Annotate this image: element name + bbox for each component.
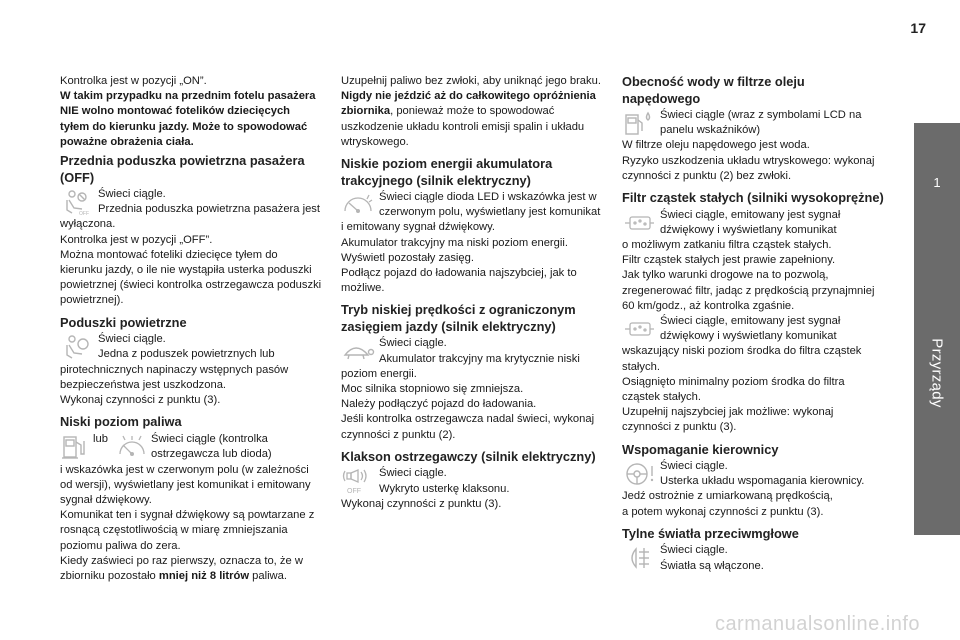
text-span: Kiedy zaświeci po raz pierwszy, oznacza to, że w zbiorniku pozostało — [60, 554, 303, 583]
heading-airbag-off: Przednia poduszka powietrzna pasażera (OFF) — [60, 153, 305, 185]
paragraph: Jeśli kontrolka ostrzegawcza nadal świeci, wykonaj czynności z punktu (2). — [341, 413, 595, 441]
paragraph: Świeci ciągle, emitowany jest sygnał dźwiękowy i wyświetlany komunikat — [660, 314, 841, 343]
chapter-label: Przyrządy — [928, 338, 946, 408]
heading-horn: Klakson ostrzegawczy (silnik elektryczny) — [341, 448, 596, 464]
paragraph: Świeci ciągle. — [379, 467, 447, 480]
paragraph: Jak tylko warunki drogowe na to pozwolą, zregenerować filtr, jadąc z prędkością przynajmniej 60 km/godz., aż kontrolka zgaśnie. — [622, 269, 875, 312]
heading-particle-filter: Filtr cząstek stałych (silniki wysokoprężne) — [622, 190, 884, 206]
paragraph: Podłącz pojazd do ładowania najszybciej, jak to możliwe. — [341, 267, 577, 295]
fuel-pump-icon — [60, 432, 88, 462]
heading-limited-speed: Tryb niskiej prędkości z ograniczonym zasięgiem jazdy (silnik elektryczny) — [341, 302, 576, 334]
paragraph: Świeci ciągle dioda LED i wskazówka jest w czerwonym polu, wyświetlany jest komunikat i emitowany sygnał dźwiękowy. — [341, 191, 601, 234]
paragraph: Świeci ciągle. — [660, 544, 728, 557]
paragraph: Świeci ciągle (kontrolka ostrzegawcza lub dioda) — [151, 432, 272, 460]
watermark: carmanualsonline.info — [714, 613, 920, 635]
paragraph: o możliwym zatkaniu filtra cząstek stałych. — [622, 238, 832, 251]
horn-icon — [341, 467, 375, 495]
heading-low-fuel: Niski poziom paliwa — [60, 414, 182, 430]
paragraph: a potem wykonaj czynności z punktu (3). — [622, 505, 824, 518]
paragraph: Kontrolka jest w pozycji „ON”. — [60, 75, 207, 87]
paragraph: Wykryto usterkę klaksonu. — [379, 482, 510, 495]
chapter-number: 1 — [933, 175, 941, 190]
particle-filter-additive-icon — [622, 315, 656, 343]
heading-rear-fog: Tylne światła przeciwmgłowe — [622, 525, 799, 541]
or-label: lub — [93, 432, 108, 445]
paragraph: Świeci ciągle, emitowany jest sygnał dźwiękowy i wyświetlany komunikat — [660, 208, 841, 236]
paragraph: Jedź ostrożnie z umiarkowaną prędkością, — [622, 490, 833, 503]
paragraph: Można montować foteliki dziecięce tyłem do kierunku jazdy, o ile nie wystąpiła usterka poduszki powietrznej (świeci kontrolka ostrzegawcza poduszki powietrznej). — [60, 248, 322, 307]
paragraph: Jedna z poduszek powietrznych lub pirotechnicznych napinaczy wstępnych pasów bezpieczeństwa jest uszkodzona. — [60, 348, 289, 391]
text-span: , ponieważ może to spowodować uszkodzenie układu kontroli emisji spalin i układu wtryskowego. — [341, 105, 585, 148]
paragraph: Świeci ciągle (wraz z symbolami LCD na panelu wskaźników) — [660, 109, 862, 137]
paragraph: Wykonaj czynności z punktu (3). — [341, 497, 502, 510]
paragraph: Uzupełnij najszybciej jak możliwe: wykonaj czynności z punktu (3). — [622, 406, 834, 434]
water-in-fuel-icon — [622, 109, 656, 137]
particle-filter-icon — [622, 209, 656, 237]
paragraph: Akumulator trakcyjny ma krytycznie niski poziom energii. — [341, 352, 580, 380]
paragraph: W filtrze oleju napędowego jest woda. — [622, 139, 810, 152]
column-2 — [341, 74, 604, 512]
paragraph: Wykonaj czynności z punktu (3). — [60, 393, 221, 406]
paragraph: Świeci ciągle. — [660, 460, 728, 473]
steering-wheel-icon — [622, 460, 656, 488]
heading-battery-low: Niskie poziom energii akumulatora trakcyjnego (silnik elektryczny) — [341, 156, 553, 188]
paragraph: Kontrolka jest w pozycji „OFF”. — [60, 233, 213, 246]
rear-fog-light-icon — [622, 544, 656, 572]
paragraph: Świeci ciągle. — [98, 333, 166, 346]
paragraph: Usterka układu wspomagania kierownicy. — [660, 475, 865, 488]
paragraph: Ryzyko uszkodzenia układu wtryskowego: wykonaj czynności z punktu (2) bez zwłoki. — [622, 154, 875, 182]
horn-off-label: OFF — [347, 488, 361, 496]
bold-span: Nigdy nie jeździć aż do całkowitego opróżnienia zbiornika — [341, 90, 596, 118]
paragraph: Należy podłączyć pojazd do ładowania. — [341, 398, 537, 411]
text-span: paliwa. — [249, 570, 287, 583]
paragraph: Osiągnięto minimalny poziom środka do filtra cząstek stałych. — [622, 375, 845, 403]
heading-airbags: Poduszki powietrzne — [60, 314, 187, 330]
battery-gauge-icon — [341, 191, 375, 219]
svg-text:OFF: OFF — [79, 211, 89, 217]
bold-span: mniej niż 8 litrów — [158, 570, 250, 583]
airbag-off-icon — [60, 188, 94, 216]
heading-water-in-filter: Obecność wody w filtrze oleju napędowego — [622, 74, 805, 106]
paragraph: Przednia poduszka powietrzna pasażera jest wyłączona. — [60, 203, 321, 231]
paragraph: Świeci ciągle. — [98, 188, 166, 201]
page-number: 17 — [910, 20, 926, 36]
chapter-side-tab[interactable] — [914, 123, 960, 535]
paragraph: Świeci ciągle. — [379, 337, 447, 350]
paragraph — [60, 554, 322, 584]
paragraph: Moc silnika stopniowo się zmniejsza. — [341, 383, 524, 396]
paragraph: Światła są włączone. — [660, 559, 764, 572]
column-1 — [60, 74, 322, 584]
heading-power-steering: Wspomaganie kierownicy — [622, 441, 779, 457]
turtle-icon — [341, 337, 375, 365]
paragraph: Uzupełnij paliwo bez zwłoki, aby uniknąć jego braku. — [341, 75, 601, 87]
paragraph: Komunikat ten i sygnał dźwiękowy są powtarzane z rosnącą częstotliwością w miarę zmniejszania poziomu paliwa do zera. — [60, 509, 315, 552]
warning-paragraph: W takim przypadku na przednim fotelu pasażera NIE wolno montować fotelików dziecięcych tyłem do kierunku jazdy. Może to spowodować poważne obrażenia ciała. — [60, 90, 316, 148]
paragraph: wskazujący niski poziom środka do filtra cząstek stałych. — [622, 345, 862, 373]
paragraph: i wskazówka jest w czerwonym polu (w zależności od wersji), wyświetlany jest komunikat i emitowany sygnał dźwiękowy. — [60, 463, 311, 507]
airbag-icon — [60, 333, 94, 361]
paragraph: Wyświetl pozostały zasięg. — [341, 251, 474, 264]
paragraph — [341, 89, 604, 150]
fuel-gauge-icon — [115, 432, 149, 462]
paragraph: Filtr cząstek stałych jest prawie zapełniony. — [622, 254, 836, 267]
column-3 — [622, 74, 884, 574]
paragraph: Akumulator trakcyjny ma niski poziom energii. — [341, 236, 568, 249]
